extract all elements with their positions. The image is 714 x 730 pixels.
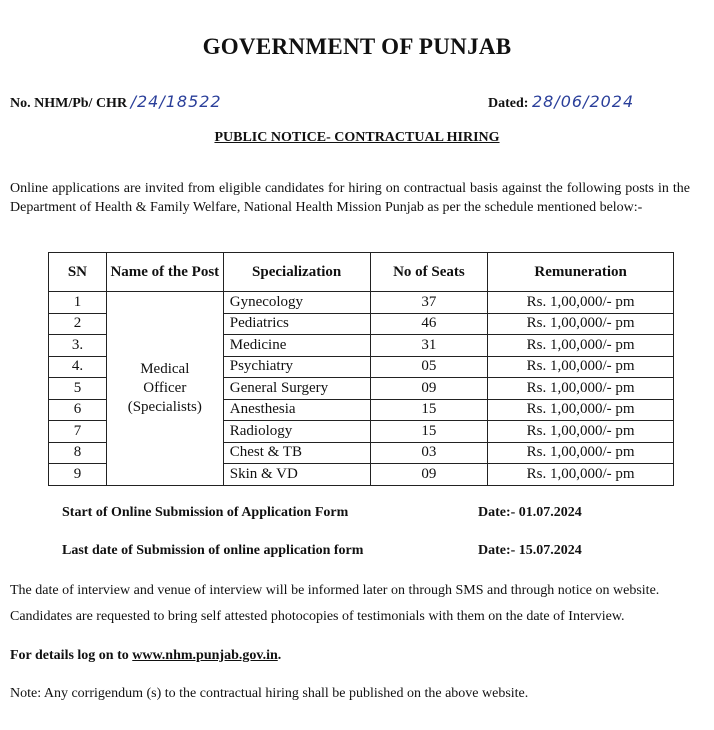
seats-cell: 09 [370,378,488,400]
handwritten-reference: /24/18522 [130,92,222,111]
specialization-cell: Radiology [223,421,370,443]
header-specialization: Specialization [223,253,370,292]
remuneration-cell: Rs. 1,00,000/- pm [488,464,674,486]
sn-cell: 6 [49,399,107,421]
remuneration-cell: Rs. 1,00,000/- pm [488,356,674,378]
header-seats: No of Seats [370,253,488,292]
specialization-cell: Skin & VD [223,464,370,486]
sn-cell: 4. [49,356,107,378]
post-line: (Specialists) [127,398,202,415]
seats-cell: 37 [370,292,488,314]
sn-cell: 3. [49,335,107,357]
remuneration-cell: Rs. 1,00,000/- pm [488,378,674,400]
header-post: Name of the Post [106,253,223,292]
seats-cell: 15 [370,421,488,443]
seats-cell: 46 [370,313,488,335]
sn-cell: 1 [49,292,107,314]
table-header-row [49,253,674,292]
specialization-cell: Medicine [223,335,370,357]
website-link[interactable]: www.nhm.punjab.gov.in [132,648,278,663]
reference-label: No. NHM/Pb/ CHR [10,96,128,111]
remuneration-cell: Rs. 1,00,000/- pm [488,292,674,314]
testimonials-paragraph: Candidates are requested to bring self attested photocopies of testimonials with them on the date of Interview. [10,609,625,624]
posts-table [48,252,674,486]
sn-cell: 7 [49,421,107,443]
start-submission-date: Date:- 01.07.2024 [478,505,582,520]
start-submission-label: Start of Online Submission of Application Form [62,505,349,520]
specialization-cell: General Surgery [223,378,370,400]
seats-cell: 31 [370,335,488,357]
reference-number [10,92,222,112]
sn-cell: 2 [49,313,107,335]
post-line: Officer [143,379,187,396]
post-line: Medical [140,360,190,377]
sn-cell: 8 [49,442,107,464]
details-line [10,648,281,664]
seats-cell: 05 [370,356,488,378]
seats-cell: 09 [370,464,488,486]
remuneration-cell: Rs. 1,00,000/- pm [488,335,674,357]
intro-paragraph: Online applications are invited from eligible candidates for hiring on contractual basis against the following posts in the Department of Health & Family Welfare, National Health Mission Punjab as per the schedule mentioned below:- [10,181,690,215]
seats-cell: 03 [370,442,488,464]
specialization-cell: Gynecology [223,292,370,314]
specialization-cell: Pediatrics [223,313,370,335]
specialization-cell: Psychiatry [223,356,370,378]
specialization-cell: Chest & TB [223,442,370,464]
details-prefix: For details log on to [10,648,133,663]
remuneration-cell: Rs. 1,00,000/- pm [488,399,674,421]
document-title: GOVERNMENT OF PUNJAB [202,34,512,59]
interview-paragraph: The date of interview and venue of interview will be informed later on through SMS and through notice on website. [10,583,660,598]
header-remuneration: Remuneration [488,253,674,292]
table-row [49,292,674,314]
last-submission-label: Last date of Submission of online application form [62,543,364,558]
notice-title: PUBLIC NOTICE- CONTRACTUAL HIRING [214,130,500,145]
specialization-cell: Anesthesia [223,399,370,421]
sn-cell: 5 [49,378,107,400]
seats-cell: 15 [370,399,488,421]
last-submission-date: Date:- 15.07.2024 [478,543,582,558]
note-paragraph: Note: Any corrigendum (s) to the contractual hiring shall be published on the above website. [10,686,529,701]
sn-cell: 9 [49,464,107,486]
post-name-cell [106,292,223,486]
remuneration-cell: Rs. 1,00,000/- pm [488,421,674,443]
details-suffix: . [277,648,282,663]
dated-label: Dated: [488,96,529,111]
handwritten-date: 28/06/2024 [531,92,635,111]
remuneration-cell: Rs. 1,00,000/- pm [488,313,674,335]
remuneration-cell: Rs. 1,00,000/- pm [488,442,674,464]
issue-date [488,92,634,112]
header-sn: SN [49,253,107,292]
